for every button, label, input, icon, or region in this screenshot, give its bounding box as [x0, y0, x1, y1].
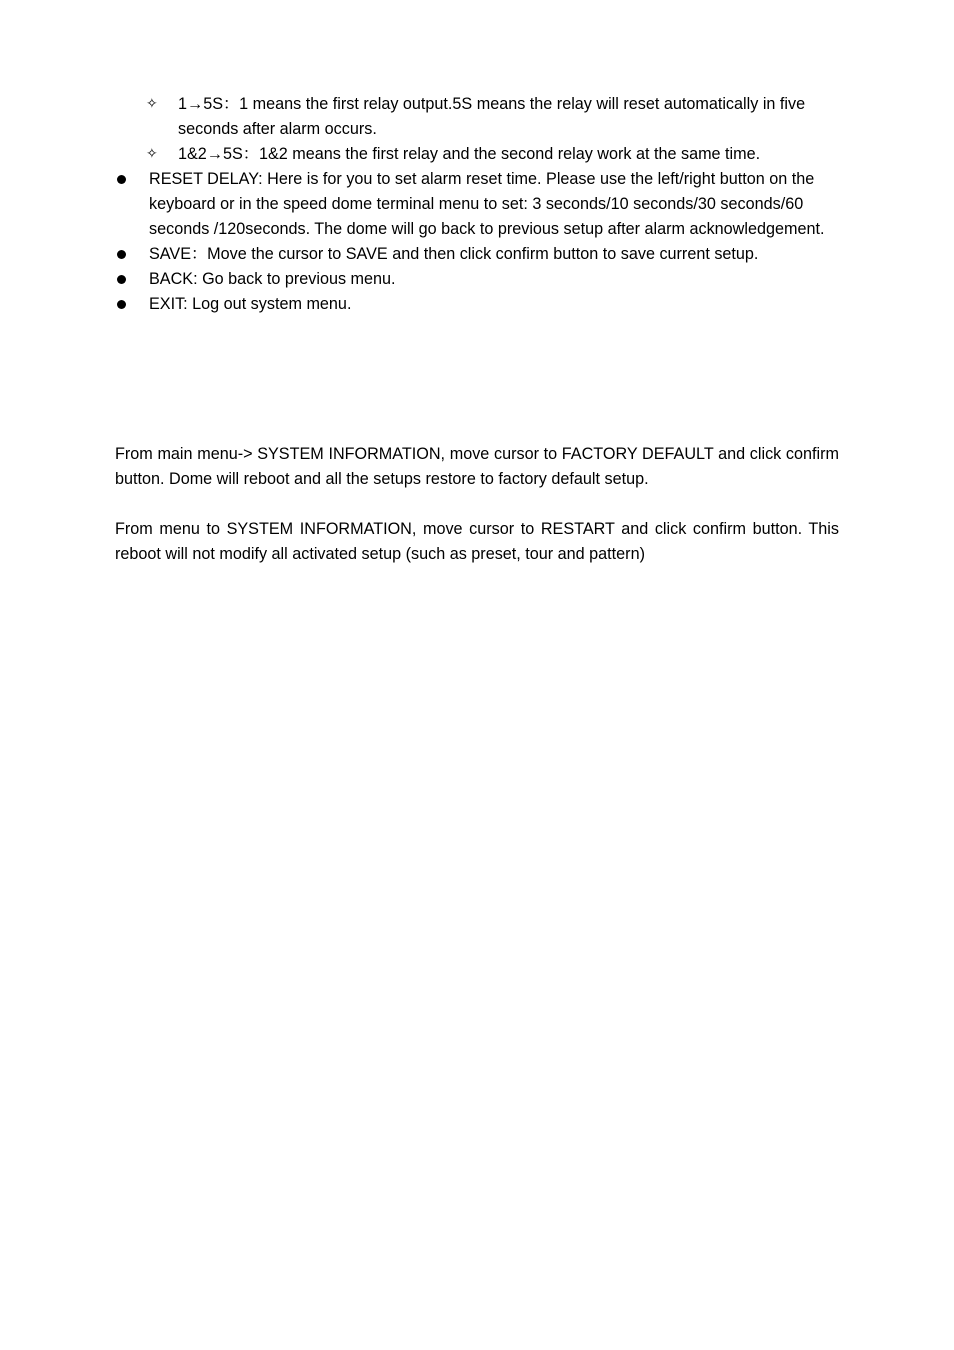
bullet-item-reset-delay [115, 167, 846, 242]
sub-item-text: 1&2→5S：1&2 means the first relay and the second relay work at the same time. [178, 145, 761, 163]
bullet-dot-icon [117, 275, 126, 284]
relay-sub-list [146, 92, 846, 167]
bullet-text: SAVE：Move the cursor to SAVE and then click confirm button to save current setup. [149, 245, 759, 263]
sub-item-text: 1→5S：1 means the first relay output.5S means the relay will reset automatically in five seconds after alarm occurs. [178, 95, 806, 138]
bullet-item-back [115, 267, 846, 292]
factory-default-paragraph: From main menu-> SYSTEM INFORMATION, move cursor to FACTORY DEFAULT and click confirm button. Dome will reboot and all the setups restore to factory default setup. [115, 445, 839, 488]
bullet-item-save [115, 242, 846, 267]
sub-list-item [146, 142, 846, 167]
bullet-text: RESET DELAY: Here is for you to set alarm reset time. Please use the left/right button on the keyboard or in the speed dome terminal menu to set: 3 seconds/10 seconds/30 seconds/60 seconds /120seconds. The dome will go back to previous setup after alarm acknowledgement. [149, 170, 825, 238]
diamond-star-icon: ✧ [146, 146, 158, 162]
bullet-dot-icon [117, 175, 126, 184]
sub-list-item [146, 92, 846, 142]
bullet-dot-icon [117, 300, 126, 309]
bullet-item-exit [115, 292, 846, 317]
bullet-text: BACK: Go back to previous menu. [149, 270, 396, 288]
bullet-text: EXIT: Log out system menu. [149, 295, 352, 313]
restart-paragraph: From menu to SYSTEM INFORMATION, move cursor to RESTART and click confirm button. This reboot will not modify all activated setup (such as preset, tour and pattern) [115, 520, 839, 563]
menu-options-list [115, 167, 846, 317]
diamond-star-icon: ✧ [146, 96, 158, 112]
bullet-dot-icon [117, 250, 126, 259]
